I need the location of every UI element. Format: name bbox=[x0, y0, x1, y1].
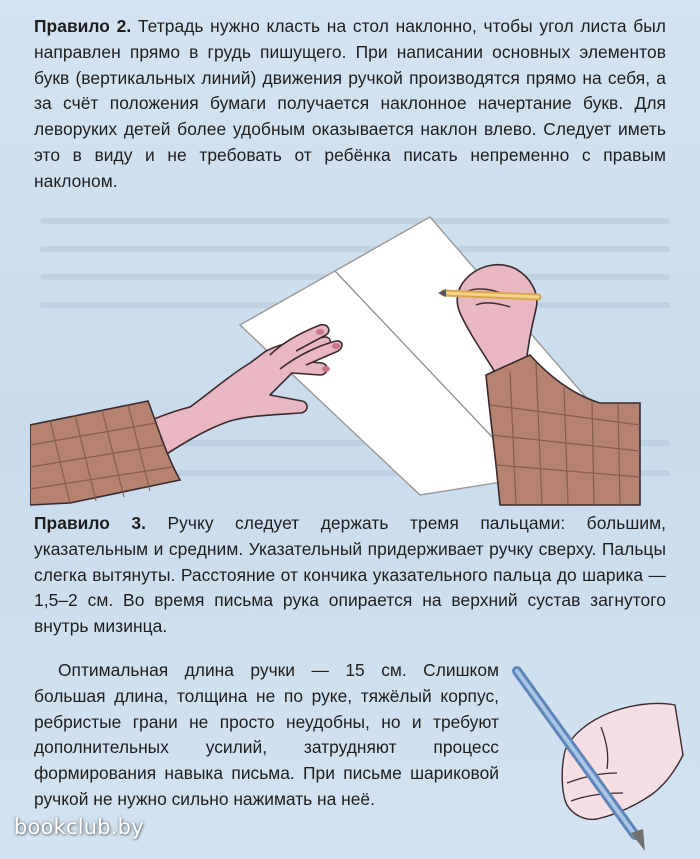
rule-3-paragraph bbox=[34, 511, 666, 640]
rule-3-text: Ручку следует держать тремя пальцами: большим, указательным и средним. Указательный придерживает ручку сверху. Пальцы слегка вытянуты. Расстояние от кончика указательного пальца до шарика — 1,5–2 см. Во время письма рука опирается на верхний сустав загнутого внутрь мизинца. bbox=[34, 513, 666, 637]
rule-2-paragraph bbox=[34, 14, 666, 195]
hand-holding-pen-illustration bbox=[505, 655, 695, 855]
notebook-hands-illustration bbox=[30, 205, 670, 510]
watermark: bookclub.by bbox=[14, 815, 144, 839]
rule-2-text: Тетрадь нужно класть на стол наклонно, чтобы угол листа был направлен прямо в грудь пишущего. При написании основных элементов букв (вертикальных линий) движения ручкой производятся прямо на себя, а за счёт положения бумаги получается наклонное начертание букв. Для леворуких детей более удобным оказывается наклон влево. Следует иметь это в виду и не требовать от ребёнка писать непременно с правым наклоном. bbox=[34, 16, 666, 191]
left-sleeve bbox=[30, 401, 180, 505]
optimal-length-paragraph: Оптимальная длина ручки — 15 см. Слишком большая длина, толщина не по руке, тяжёлый корпус, ребристые грани не просто неудобны, но и требуют дополнительных усилий, затрудняют процесс формирования навыка письма. При письме шариковой ручкой не нужно сильно нажимать на неё. bbox=[34, 660, 499, 809]
rule-3-label: Правило 3. bbox=[34, 513, 147, 533]
rule-2-label: Правило 2. bbox=[34, 16, 132, 36]
